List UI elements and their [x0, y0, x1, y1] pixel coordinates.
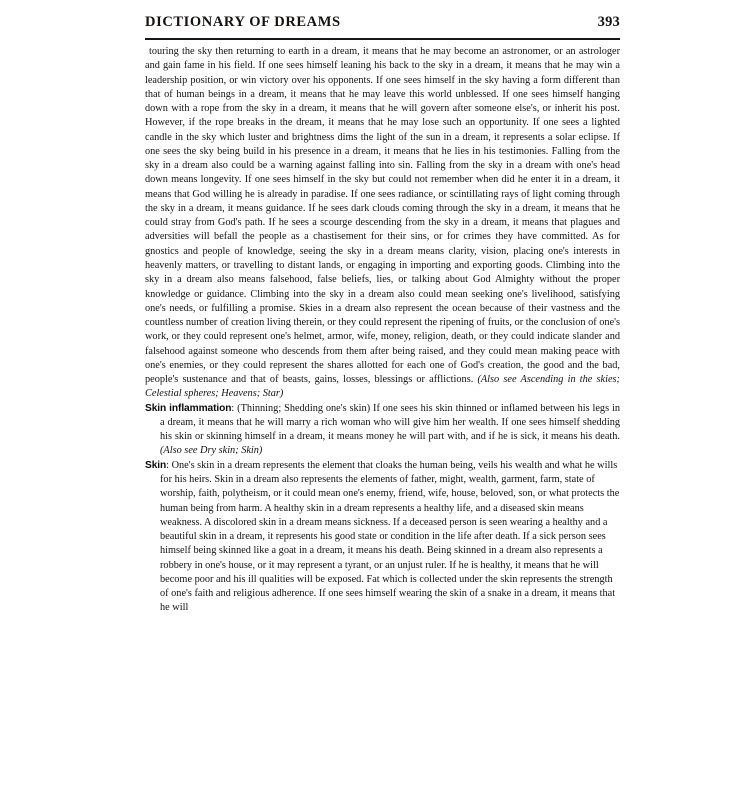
entry-separator: :: [231, 402, 238, 414]
dictionary-entry: [145, 402, 620, 459]
entry-headword: Skin: [145, 459, 167, 471]
entry-body-text: (Thinning; Shedding one's skin) If one sees his skin thinned or inflamed between his legs in a dream, it means that he will marry a rich woman who will give him her wealth. If one sees himself shedding his skin or skinning himself in a dream, it means money he will part with, and if he is sick, it means his death.: [160, 402, 620, 443]
header-rule: [145, 38, 620, 40]
text-column: [145, 45, 620, 616]
entry-headword: Skin inflammation: [145, 402, 232, 414]
continued-paragraph: [145, 45, 620, 402]
cross-reference: (Also see Ascending in the skies; Celestial spheres; Heavens; Star): [145, 374, 620, 400]
continued-paragraph-text: touring the sky then returning to earth in a dream, it means that he may become an astronomer, or an astrologer and gain fame in his field. If one sees himself leaning his back to the sky in a dream, it means that he may win a leadership position, or win victory over his opponents. If one sees himself in the sky having a form different than that of human beings in a dream, it means that he may leave this world unblessed. If one sees himself hanging down with a rope from the sky in a dream, it means that he will govern after someone else's, or inherit his post. However, if the rope breaks in the dream, it means that he may lose such an opportunity. If one sees a lighted candle in the sky which luster and brightness dims the light of the sun in a dream, it represents a solar eclipse. If one sees the sky being build in his presence in a dream, it means that he lies in his testimonies. Falling from the sky in a dream also could be a warning against falling into sin. Falling from the sky in a dream with one's head down means longevity. If one sees himself in the sky but could not remember when did he enter it in a dream, it means that God willing he is already in paradise. If one sees radiance, or scintillating rays of light coming through the sky in a dream, it means guidance. If he sees dark clouds coming through the sky in a dream, it means that he could stray from God's path. If he sees a scourge descending from the sky in a dream, it means that plagues and adversities will befall the people as a chastisement for their sins, or for crimes they have committed. As for gnostics and people of knowledge, seeing the sky in a dream means clarity, vision, placing one's interests in heavenly matters, or travelling to distant lands, or engaging in importing and exporting goods. Climbing into the sky in a dream also means falsehood, false beliefs, lies, or talking about God Almighty without the proper knowledge or guidance. Climbing into the sky in a dream also could mean seeking one's livelihood, satisfying one's needs, or fulfilling a promise. Skies in a dream also represent the ocean because of their vastness and the countless number of creation living therein, or they could represent the ripening of fruits, or the conclusion of one's work, or they could represent one's helmet, armor, wife, money, religion, death, or they could indicate slander and falsehood against someone who descends from them after being raised, and they could mean making peace with one's enemies, or they could represent the shares allotted for each one of God's creation, the good and the bad, people's sustenance and that of beasts, gains, losses, blessings or afflictions.: [145, 46, 620, 386]
entry-separator: :: [166, 459, 172, 471]
running-head: [145, 14, 620, 31]
page-number: 393: [597, 14, 620, 30]
running-head-title: DICTIONARY OF DREAMS: [145, 14, 341, 30]
cross-reference: (Also see Dry skin; Skin): [160, 445, 263, 457]
entry-body-text: One's skin in a dream represents the element that cloaks the human being, veils his wealth and what he wills for his heirs. Skin in a dream also represents the elements of father, might, wealth, garment, farm, state of worship, faith, polytheism, or it could mean one's enemy, friend, wife, house, beloved, son, or what protects the human being from harm. A healthy skin in a dream represents a healthy life, and a diseased skin means weakness. A discolored skin in a dream means sickness. If a deceased person is seen wearing a healthy and a beautiful skin in a dream, it represents his good state or condition in the life after death. If a sick person sees himself being skinned like a goat in a dream, it means his death. Being skinned in a dream also represents a robbery in one's house, or it may represent a tyrant, or an unjust ruler. If he is healthy, it means that he will become poor and his ill qualities will be exposed. Fat which is collected under the skin represents the strength of one's faith and religious adherence. If one sees himself wearing the skin of a snake in a dream, it means that he will: [160, 459, 620, 614]
dictionary-entry: [145, 459, 620, 616]
